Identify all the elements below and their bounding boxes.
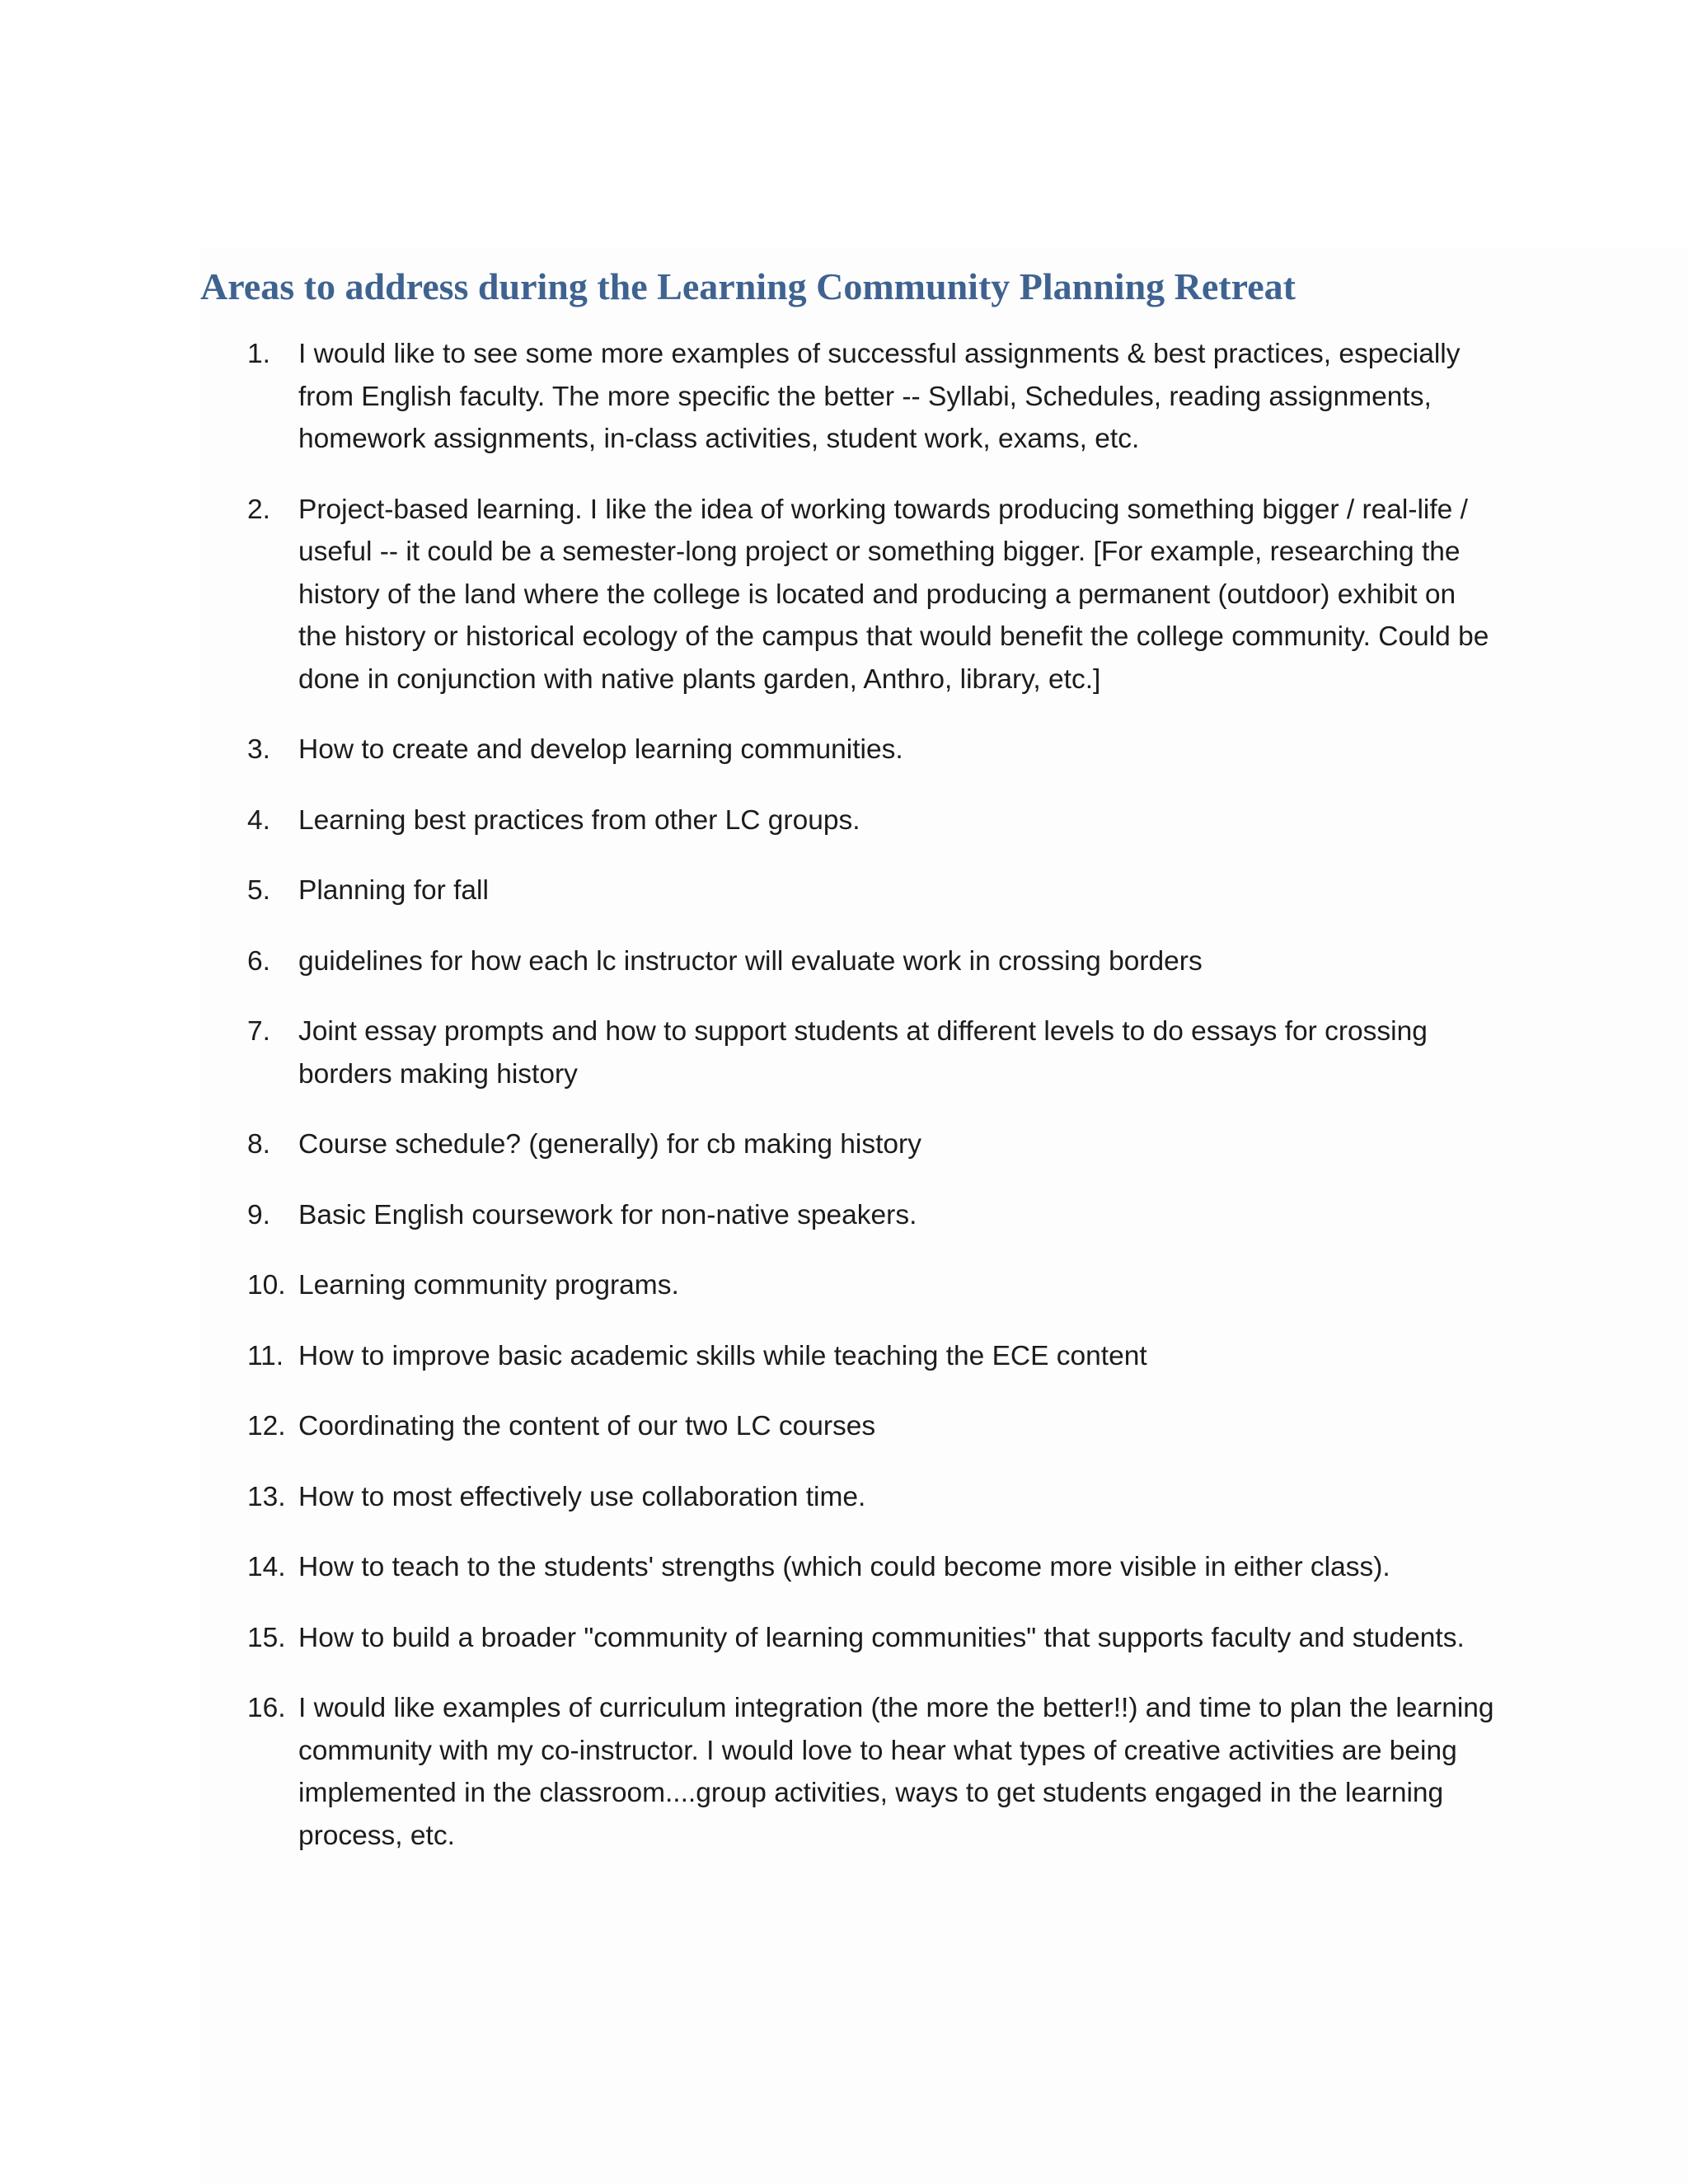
list-item xyxy=(247,799,1500,842)
list-item-number: 14. xyxy=(247,1552,286,1582)
list-item xyxy=(247,333,1500,461)
list-item-number: 13. xyxy=(247,1481,286,1512)
list-item-text: Course schedule? (generally) for cb making history xyxy=(298,1129,921,1160)
list-item xyxy=(247,940,1500,983)
list-item-text: I would like examples of curriculum integration (the more the better!!) and time to plan the learning community with my co-instructor. I would love to hear what types of creative activities are being implemented in the classroom....group activities, ways to get students engaged in the learning process, etc. xyxy=(298,1693,1494,1851)
list-item-text: Project-based learning. I like the idea of working towards producing something bigger / real-life / useful -- it could be a semester-long project or something bigger. [For example, researching the history of the land where the college is located and producing a permanent (outdoor) exhibit on the history or historical ecology of the campus that would benefit the college community. Could be done in conjunction with native plants garden, Anthro, library, etc.] xyxy=(298,494,1489,695)
list-item xyxy=(247,1617,1500,1660)
list-item xyxy=(247,1546,1500,1589)
list-item-number: 2. xyxy=(247,494,270,525)
list-item xyxy=(247,1194,1500,1237)
list-item xyxy=(247,1335,1500,1378)
list-item-text: I would like to see some more examples of successful assignments & best practices, especially from English faculty. The more specific the better -- Syllabi, Schedules, reading assignments, homework assignments, in-class activities, student work, exams, etc. xyxy=(298,339,1461,454)
list-item-number: 7. xyxy=(247,1016,270,1047)
list-item-number: 9. xyxy=(247,1199,270,1230)
list-item xyxy=(247,1476,1500,1519)
list-item-text: How to improve basic academic skills while teaching the ECE content xyxy=(298,1340,1147,1371)
list-item-number: 1. xyxy=(247,339,270,369)
list-item-number: 11. xyxy=(247,1340,284,1371)
list-item-number: 6. xyxy=(247,945,270,977)
list-item xyxy=(247,1687,1500,1857)
list-item-number: 10. xyxy=(247,1270,286,1301)
list-item xyxy=(247,869,1500,912)
list-item-text: Planning for fall xyxy=(298,875,489,906)
list-item-text: Basic English coursework for non-native speakers. xyxy=(298,1199,917,1230)
list-item-text: How to teach to the students' strengths (which could become more visible in either class). xyxy=(298,1552,1390,1582)
list-item-text: How to build a broader "community of learning communities" that supports faculty and students. xyxy=(298,1622,1465,1653)
list-item-text: Learning community programs. xyxy=(298,1270,679,1301)
list-item xyxy=(247,1010,1500,1095)
list-item-text: How to most effectively use collaboration time. xyxy=(298,1481,866,1512)
list-item-number: 8. xyxy=(247,1129,270,1160)
list-item xyxy=(247,1405,1500,1448)
list-item-number: 4. xyxy=(247,804,270,836)
list-item-text: guidelines for how each lc instructor will evaluate work in crossing borders xyxy=(298,945,1203,977)
list-item-number: 3. xyxy=(247,734,270,765)
numbered-list xyxy=(247,333,1500,1885)
list-item xyxy=(247,489,1500,701)
list-item-text: How to create and develop learning communities. xyxy=(298,734,903,765)
list-item xyxy=(247,729,1500,771)
list-item-text: Learning best practices from other LC groups. xyxy=(298,804,860,836)
list-item-text: Coordinating the content of our two LC courses xyxy=(298,1411,876,1441)
list-item-number: 12. xyxy=(247,1411,286,1441)
list-item-number: 16. xyxy=(247,1693,286,1723)
list-item xyxy=(247,1264,1500,1307)
list-item-text: Joint essay prompts and how to support students at different levels to do essays for crossing borders making history xyxy=(298,1016,1428,1090)
list-item xyxy=(247,1123,1500,1166)
list-item-number: 5. xyxy=(247,875,270,906)
page-title: Areas to address during the Learning Community Planning Retreat xyxy=(200,265,1296,307)
list-item-number: 15. xyxy=(247,1622,286,1653)
